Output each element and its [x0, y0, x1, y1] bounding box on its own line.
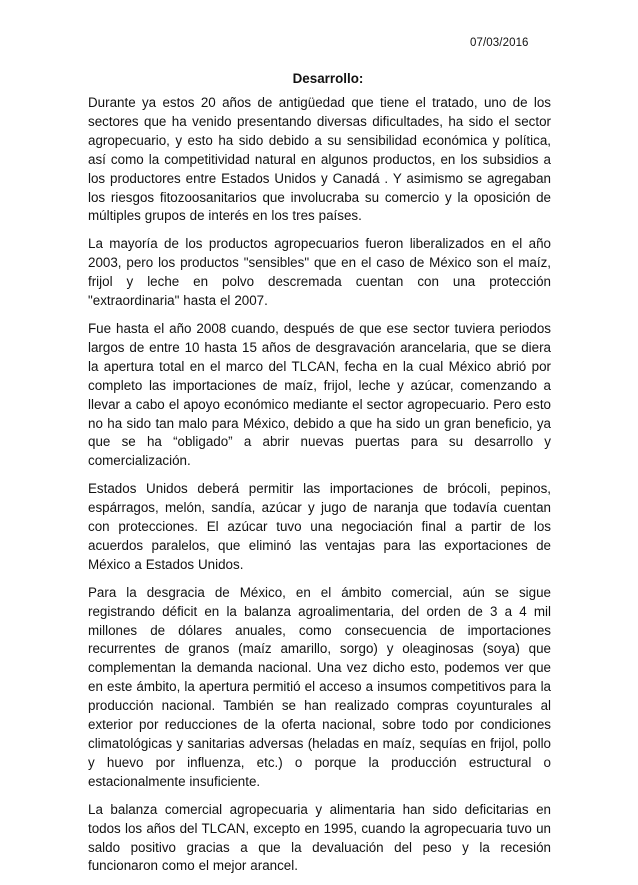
- document-body: [88, 94, 551, 885]
- paragraph-6: La balanza comercial agropecuaria y alimentaria han sido deficitarias en todos los años del TLCAN, excepto en 1995, cuando la agropecuaria tuvo un saldo positivo gracias a que la devaluación del peso y la recesión funcionaron como el mejor arancel.: [88, 801, 551, 874]
- paragraph-1: Durante ya estos 20 años de antigüedad que tiene el tratado, uno de los sectores que ha venido presentando diversas dificultades, ha sido el sector agropecuario, y esto ha sido debido a su sensibilidad económica y política, así como la competitividad natural en algunos productos, en los subsidios a los productores entre Estados Unidos y Canadá . Y asimismo se agregaban los riesgos fitozoosanitarios que involucraba su comercio y la oposición de múltiples grupos de interés en los tres países.: [88, 95, 551, 224]
- paragraph-5: Para la desgracia de México, en el ámbito comercial, aún se sigue registrando déficit en la balanza agroalimentaria, del orden de 3 a 4 mil millones de dólares anuales, como consecuencia de importaciones recurrentes de granos (maíz amarillo, sorgo) y oleaginosas (soya) que complementan la demanda nacional. Una vez dicho esto, podemos ver que en este ámbito, la apertura permitió el acceso a insumos competitivos para la producción nacional. También se han realizado compras coyunturales al exterior por reducciones de la oferta nacional, sobre todo por condiciones climatológicas y sanitarias adversas (heladas en maíz, sequías en frijol, pollo y huevo por influenza, etc.) o porque la producción estructural o estacionalmente insuficiente.: [88, 584, 551, 789]
- section-heading: Desarrollo:: [292, 71, 364, 86]
- paragraph-2: La mayoría de los productos agropecuarios fueron liberalizados en el año 2003, pero los productos "sensibles" que en el caso de México son el maíz, frijol y leche en polvo descremada cuentan con una protección "extraordinaria" hasta el 2007.: [88, 236, 551, 309]
- paragraph-4: Estados Unidos deberá permitir las importaciones de brócoli, pepinos, espárragos, melón, sandía, azúcar y jugo de naranja que todavía cuentan con protecciones. El azúcar tuvo una negociación final a partir de los acuerdos paralelos, que eliminó las ventajas para las exportaciones de México a Estados Unidos.: [88, 481, 551, 572]
- paragraph-3: Fue hasta el año 2008 cuando, después de que ese sector tuviera periodos largos de entre 10 hasta 15 años de desgravación arancelaria, que se diera la apertura total en el marco del TLCAN, fecha en la cual México abrió por completo las importaciones de maíz, frijol, leche y azúcar, comenzando a llevar a cabo el apoyo económico mediante el sector agropecuario. Pero esto no ha sido tan malo para México, debido a que ha sido un gran beneficio, ya que se ha “obligado” a abrir nuevas puertas para su desarrollo y comercialización.: [88, 320, 551, 469]
- document-date: 07/03/2016: [470, 37, 529, 49]
